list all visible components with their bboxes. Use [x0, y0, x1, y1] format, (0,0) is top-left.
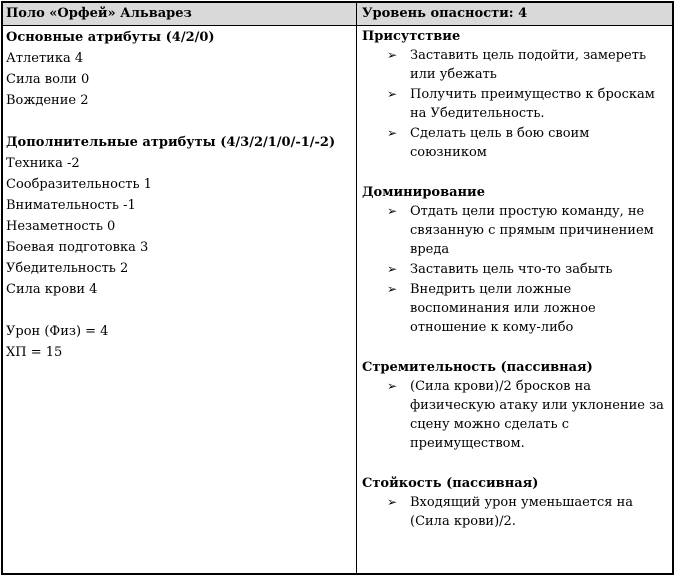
arrow-bullet-icon: ➢ — [387, 495, 398, 509]
ability-title-domination: Доминирование — [362, 185, 485, 200]
damage-line: Урон (Физ) = 4 — [6, 324, 109, 339]
attribute-line: Сила воли 0 — [6, 72, 90, 87]
character-name: Поло «Орфей» Альварез — [6, 6, 192, 21]
list-item: ➢ Сделать цель в бою своим союзником — [387, 126, 590, 160]
attribute-line: Сообразительность 1 — [6, 177, 152, 192]
ability-list-fortitude — [362, 493, 667, 531]
ability-list-presence — [362, 46, 667, 162]
list-item: ➢ Получить преимущество к броскам на Убедительность. — [387, 87, 655, 121]
ability-list-domination — [362, 202, 667, 337]
arrow-bullet-icon: ➢ — [387, 379, 398, 393]
attribute-line: Сила крови 4 — [6, 282, 98, 297]
attribute-line: Атлетика 4 — [6, 51, 84, 66]
arrow-bullet-icon: ➢ — [387, 87, 398, 101]
attribute-line: Внимательность -1 — [6, 198, 136, 213]
column-divider — [356, 3, 357, 573]
attribute-line: Убедительность 2 — [6, 261, 129, 276]
list-item: ➢ Внедрить цели ложные воспоминания или ложное отношение к кому-либо — [387, 282, 596, 335]
arrow-bullet-icon: ➢ — [387, 262, 398, 276]
list-item: ➢ Отдать цели простую команду, не связанную с прямым причинением вреда — [387, 204, 654, 257]
hp-line: ХП = 15 — [6, 345, 63, 360]
attribute-line: Вождение 2 — [6, 93, 89, 108]
table-header-row — [3, 3, 672, 26]
arrow-bullet-icon: ➢ — [387, 126, 398, 140]
attribute-line: Незаметность 0 — [6, 219, 116, 234]
list-item: ➢ Заставить цель что-то забыть — [387, 262, 613, 277]
arrow-bullet-icon: ➢ — [387, 282, 398, 296]
ability-title-celerity: Стремительность (пассивная) — [362, 360, 593, 375]
basic-attributes-title: Основные атрибуты (4/2/0) — [6, 30, 215, 45]
threat-level: Уровень опасности: 4 — [362, 6, 528, 21]
attributes-column — [6, 27, 351, 363]
list-item: ➢ Входящий урон уменьшается на (Сила крови)/2. — [387, 495, 634, 529]
list-item: ➢ Заставить цель подойти, замереть или убежать — [387, 48, 647, 82]
ability-title-fortitude: Стойкость (пассивная) — [362, 476, 539, 491]
list-item: ➢ (Сила крови)/2 бросков на физическую атаку или уклонение за сцену можно сделать с преимуществом. — [387, 379, 664, 451]
arrow-bullet-icon: ➢ — [387, 204, 398, 218]
ability-list-celerity — [362, 377, 667, 453]
attribute-line: Техника -2 — [6, 156, 80, 171]
extra-attributes-title: Дополнительные атрибуты (4/3/2/1/0/-1/-2) — [6, 135, 336, 150]
attribute-line: Боевая подготовка 3 — [6, 240, 149, 255]
stat-block-table — [1, 1, 674, 575]
abilities-column — [362, 27, 667, 532]
arrow-bullet-icon: ➢ — [387, 48, 398, 62]
ability-title-presence: Присутствие — [362, 29, 461, 44]
